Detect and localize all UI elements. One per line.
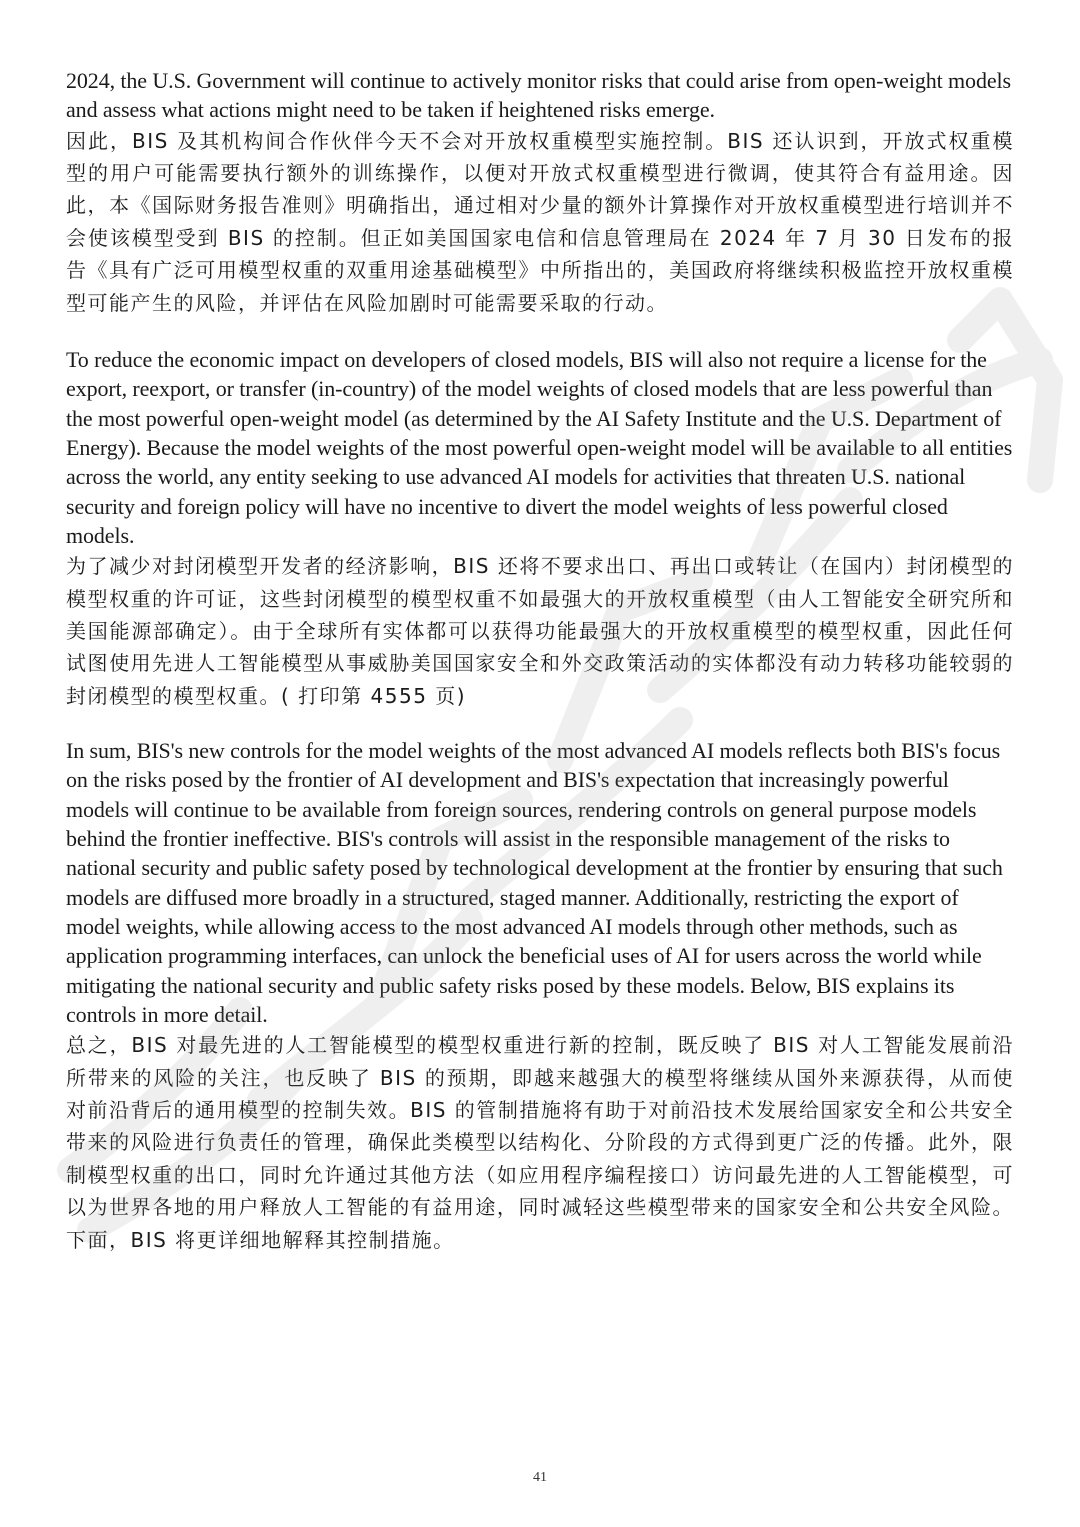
paragraph-2-chinese: 为了减少对封闭模型开发者的经济影响，BIS 还将不要求出口、再出口或转让（在国内）封闭模型的模型权重的许可证，这些封闭模型的模型权重不如最强大的开放权重模型（由人工智能安全研究所和美国能源部确定）。由于全球所有实体都可以获得功能最强大的开放权重模型的模型权重，因此任何试图使用先进人工智能模型从事威胁美国国家安全和外交政策活动的实体都没有动力转移功能较弱的封闭模型的模型权重。( 打印第 4555 页) (66, 554, 1014, 708)
page-number: 41 (533, 1470, 547, 1485)
paragraph-1-chinese: 因此，BIS 及其机构间合作伙伴今天不会对开放权重模型实施控制。BIS 还认识到，开放式权重模型的用户可能需要执行额外的训练操作，以便对开放式权重模型进行微调，使其符合有益用途。因此，本《国际财务报告准则》明确指出，通过相对少量的额外计算操作对开放权重模型进行培训并不会使该模型受到 BIS 的控制。但正如美国国家电信和信息管理局在 2024 年 7 月 30 日发布的报告《具有广泛可用模型权重的双重用途基础模型》中所指出的，美国政府将继续积极监控开放权重模型可能产生的风险，并评估在风险加剧时可能需要采取的行动。 (66, 128, 1014, 315)
paragraph-2-english: To reduce the economic impact on developers of closed models, BIS will also not require a license for the export, reexport, or transfer (in-country) of the model weights of closed models that are less powerful than the most powerful open-weight model (as determined by the AI Safety Institute and the U.S. Department of Energy). Because the model weights of the most powerful open-weight model will be available to all entities across the world, any entity seeking to use advanced AI models for activities that threaten U.S. national security and foreign policy will have no incentive to divert the model weights of less powerful closed models. (66, 347, 1013, 548)
paragraph-1 (66, 66, 1014, 319)
paragraph-1-english: 2024, the U.S. Government will continue to actively monitor risks that could arise from open-weight models and assess what actions might need to be taken if heightened risks emerge. (66, 68, 1011, 123)
paragraph-2 (66, 345, 1014, 712)
paragraph-3-chinese: 总之，BIS 对最先进的人工智能模型的模型权重进行新的控制，既反映了 BIS 对人工智能发展前沿所带来的风险的关注，也反映了 BIS 的预期，即越来越强大的模型将继续从国外来源获得，从而使对前沿背后的通用模型的控制失效。BIS 的管制措施将有助于对前沿技术发展给国家安全和公共安全带来的风险进行负责任的管理，确保此类模型以结构化、分阶段的方式得到更广泛的传播。此外，限制模型权重的出口，同时允许通过其他方法（如应用程序编程接口）访问最先进的人工智能模型，可以为世界各地的用户释放人工智能的有益用途，同时减轻这些模型带来的国家安全和公共安全风险。下面，BIS 将更详细地解释其控制措施。 (66, 1033, 1014, 1252)
paragraph-3 (66, 736, 1014, 1256)
paragraph-3-english: In sum, BIS's new controls for the model weights of the most advanced AI models reflects both BIS's focus on the risks posed by the frontier of AI development and BIS's expectation that increasingly powerful models will continue to be available from foreign sources, rendering controls on general purpose models behind the frontier ineffective. BIS's controls will assist in the responsible management of the risks to national security and public safety posed by technological development at the frontier by ensuring that such models are diffused more broadly in a structured, staged manner. Additionally, restricting the export of model weights, while allowing access to the most advanced AI models through other methods, such as application programming interfaces, can unlock the beneficial uses of AI for users across the world while mitigating the national security and public safety risks posed by these models. Below, BIS explains its controls in more detail. (66, 738, 1003, 1027)
